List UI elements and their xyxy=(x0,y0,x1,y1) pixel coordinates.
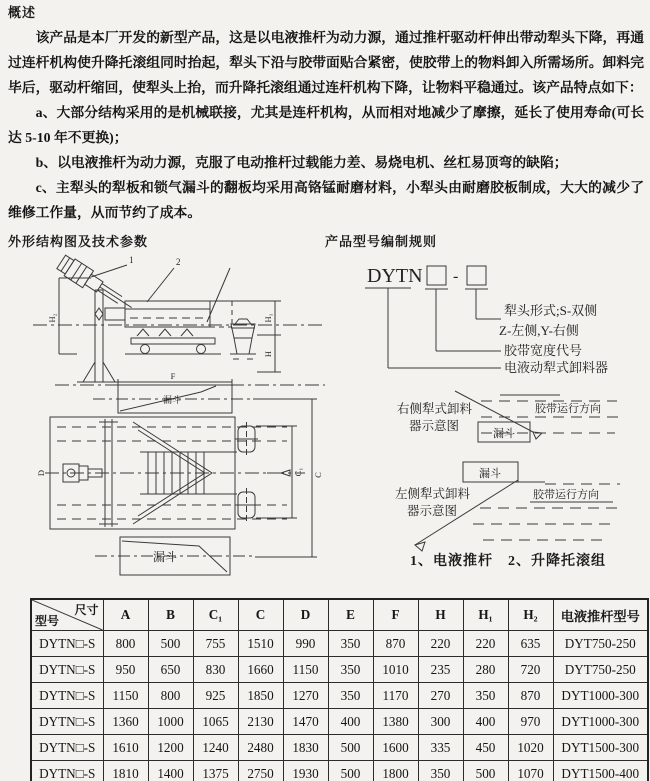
column-header: F xyxy=(373,599,418,631)
table-cell: 1610 xyxy=(103,735,148,761)
table-cell: 720 xyxy=(508,657,553,683)
table-cell: 1850 xyxy=(238,683,283,709)
table-cell: 400 xyxy=(463,709,508,735)
table-cell: 1830 xyxy=(283,735,328,761)
table-cell: 1150 xyxy=(283,657,328,683)
cell-model: DYTN□-S xyxy=(31,709,103,735)
cell-model: DYTN□-S xyxy=(31,657,103,683)
bottom-hopper-label: 漏斗 xyxy=(153,550,178,564)
table-row xyxy=(31,657,648,683)
table-row xyxy=(31,761,648,781)
table-cell: 500 xyxy=(328,761,373,781)
column-header: H₂ xyxy=(508,599,553,631)
table-cell: 1360 xyxy=(103,709,148,735)
dim-label-c1: C₁ xyxy=(293,467,303,477)
table-cell: 350 xyxy=(463,683,508,709)
dim-label-c: C xyxy=(313,472,323,478)
table-cell: 335 xyxy=(418,735,463,761)
cell-model: DYTN□-S xyxy=(31,735,103,761)
table-cell: 1930 xyxy=(283,761,328,781)
dim-label-h: H xyxy=(263,350,273,358)
table-cell: 870 xyxy=(508,683,553,709)
dim-label-f: F xyxy=(170,371,176,381)
table-cell: 870 xyxy=(373,631,418,657)
cell-actuator-model: DYT1500-300 xyxy=(553,735,648,761)
table-cell: 500 xyxy=(148,631,193,657)
plan-rollers xyxy=(235,422,258,522)
support-column xyxy=(77,290,121,382)
table-cell: 1380 xyxy=(373,709,418,735)
table-cell: 350 xyxy=(418,761,463,781)
overview-text xyxy=(8,25,644,225)
model-numbering-diagram xyxy=(355,258,650,383)
left-schematic-label-line1: 左侧犁式卸料 xyxy=(395,487,471,501)
table-cell: 830 xyxy=(193,657,238,683)
corner-header xyxy=(31,599,103,631)
table-cell: 280 xyxy=(463,657,508,683)
parts-caption: 1、电液推杆 2、升降托滚组 xyxy=(410,554,606,569)
table-cell: 1020 xyxy=(508,735,553,761)
table-cell: 2480 xyxy=(238,735,283,761)
corner-label-model: 型号 xyxy=(35,614,60,628)
model-box-1 xyxy=(427,266,446,285)
legend-connectors xyxy=(388,288,501,368)
belt-frame xyxy=(105,301,232,327)
part-label-2: 2 xyxy=(176,257,181,267)
column-header: A xyxy=(103,599,148,631)
table-cell: 1200 xyxy=(148,735,193,761)
column-header: D xyxy=(283,599,328,631)
cell-actuator-model: DYT750-250 xyxy=(553,657,648,683)
right-schematic-belt xyxy=(455,391,621,439)
discharge-schematics xyxy=(385,388,645,553)
feature-b: b、以电液推杆为动力源，克服了电动推杆过载能力差、易烧电机、丝杠易顶弯的缺陷； xyxy=(35,155,568,170)
table-cell: 925 xyxy=(193,683,238,709)
table-cell: 1810 xyxy=(103,761,148,781)
model-rule-heading: 产品型号编制规则 xyxy=(325,234,438,249)
legend-product-name: 电液动犁式卸料器 xyxy=(504,360,609,375)
column-header: H₁ xyxy=(463,599,508,631)
table-cell: 1270 xyxy=(283,683,328,709)
table-cell: 500 xyxy=(328,735,373,761)
model-separator: - xyxy=(453,268,459,285)
right-schematic-label-line1: 右侧犁式卸料 xyxy=(397,402,473,416)
table-row xyxy=(31,709,648,735)
table-cell: 270 xyxy=(418,683,463,709)
table-cell: 2750 xyxy=(238,761,283,781)
column-header: C₁ xyxy=(193,599,238,631)
table-cell: 1000 xyxy=(148,709,193,735)
table-cell: 220 xyxy=(418,631,463,657)
table-row xyxy=(31,631,648,657)
left-schematic-label-line2: 器示意图 xyxy=(407,504,458,518)
left-schematic-hopper-label: 漏斗 xyxy=(479,468,501,480)
legend-plow-type-line2: Z-左侧,Y-右侧 xyxy=(499,323,579,338)
right-schematic-hopper-label: 漏斗 xyxy=(493,428,515,440)
table-cell: 1375 xyxy=(193,761,238,781)
spec-table xyxy=(30,598,649,781)
left-schematic-belt-direction: 胶带运行方向 xyxy=(533,489,599,501)
table-cell: 1400 xyxy=(148,761,193,781)
table-cell: 350 xyxy=(328,657,373,683)
dim-label-h1: H₁ xyxy=(263,313,273,323)
cell-model: DYTN□-S xyxy=(31,683,103,709)
column-header: 电液推杆型号 xyxy=(553,599,648,631)
table-cell: 800 xyxy=(148,683,193,709)
table-cell: 1170 xyxy=(373,683,418,709)
dim-label-h2: H₂ xyxy=(47,313,57,323)
table-cell: 1510 xyxy=(238,631,283,657)
legend-plow-type-line1: 犁头形式;S-双侧 xyxy=(504,303,598,318)
table-cell: 650 xyxy=(148,657,193,683)
table-cell: 1470 xyxy=(283,709,328,735)
plan-dimension-lines xyxy=(253,399,317,557)
cell-model: DYTN□-S xyxy=(31,631,103,657)
table-cell: 350 xyxy=(328,683,373,709)
legend-belt-width: 胶带宽度代号 xyxy=(504,343,583,358)
cell-actuator-model: DYT1000-300 xyxy=(553,709,648,735)
right-schematic-belt-direction: 胶带运行方向 xyxy=(535,403,601,415)
table-cell: 635 xyxy=(508,631,553,657)
header-row xyxy=(31,599,648,631)
table-cell: 1660 xyxy=(238,657,283,683)
dim-label-d: D xyxy=(36,469,46,477)
table-cell: 300 xyxy=(418,709,463,735)
corner-label-size: 尺寸 xyxy=(74,603,99,617)
column-header: E xyxy=(328,599,373,631)
column-header: B xyxy=(148,599,193,631)
table-cell: 990 xyxy=(283,631,328,657)
top-view-drawing xyxy=(5,370,340,585)
part-label-1: 1 xyxy=(129,255,134,265)
model-box-2 xyxy=(467,266,486,285)
cell-actuator-model: DYT1000-300 xyxy=(553,683,648,709)
table-cell: 350 xyxy=(328,631,373,657)
table-cell: 1800 xyxy=(373,761,418,781)
cell-actuator-model: DYT1500-400 xyxy=(553,761,648,781)
column-header: H xyxy=(418,599,463,631)
plan-frame xyxy=(45,417,305,529)
cell-actuator-model: DYT750-250 xyxy=(553,631,648,657)
table-cell: 1070 xyxy=(508,761,553,781)
feature-c: c、主犁头的犁板和锁气漏斗的翻板均采用高铬锰耐磨材料，小犁头由耐磨胶板制成，大大的减少了维修工作量，从而节约了成本。 xyxy=(8,180,644,220)
table-row xyxy=(31,683,648,709)
right-schematic-label-line2: 器示意图 xyxy=(409,419,460,433)
cell-model: DYTN□-S xyxy=(31,761,103,781)
table-cell: 500 xyxy=(463,761,508,781)
table-cell: 800 xyxy=(103,631,148,657)
table-cell: 1010 xyxy=(373,657,418,683)
table-cell: 1150 xyxy=(103,683,148,709)
table-row xyxy=(31,735,648,761)
table-cell: 220 xyxy=(463,631,508,657)
table-cell: 1600 xyxy=(373,735,418,761)
lifting-roller-set xyxy=(125,329,221,354)
overview-heading: 概述 xyxy=(8,5,37,20)
table-cell: 450 xyxy=(463,735,508,761)
paragraph-intro: 该产品是本厂开发的新型产品，这是以电液推杆为动力源，通过推杆驱动杆伸出带动犁头下降，再通过连杆机构使升降托滚组同时抬起，犁头下沿与胶带面贴合紧密，使胶带上的物料卸入所需场所。卸料完毕后，驱动杆缩回，使犁头上抬，而升降托滚组通过连杆机构下降，让物料平稳通过。该产品特点如下： xyxy=(8,30,644,95)
table-cell: 755 xyxy=(193,631,238,657)
table-cell: 1065 xyxy=(193,709,238,735)
table-cell: 235 xyxy=(418,657,463,683)
model-prefix: DYTN xyxy=(367,265,423,287)
table-cell: 970 xyxy=(508,709,553,735)
column-header: C xyxy=(238,599,283,631)
top-hopper-label: 漏斗 xyxy=(163,395,182,405)
table-cell: 400 xyxy=(328,709,373,735)
feature-a: a、大部分结构采用的是机械联接，尤其是连杆机构，从而相对地减少了摩擦，延长了使用寿命(可长达 5-10 年不更换)； xyxy=(8,105,644,145)
table-cell: 950 xyxy=(103,657,148,683)
structure-section-heading: 外形结构图及技术参数 xyxy=(8,234,149,249)
table-cell: 2130 xyxy=(238,709,283,735)
table-cell: 1240 xyxy=(193,735,238,761)
